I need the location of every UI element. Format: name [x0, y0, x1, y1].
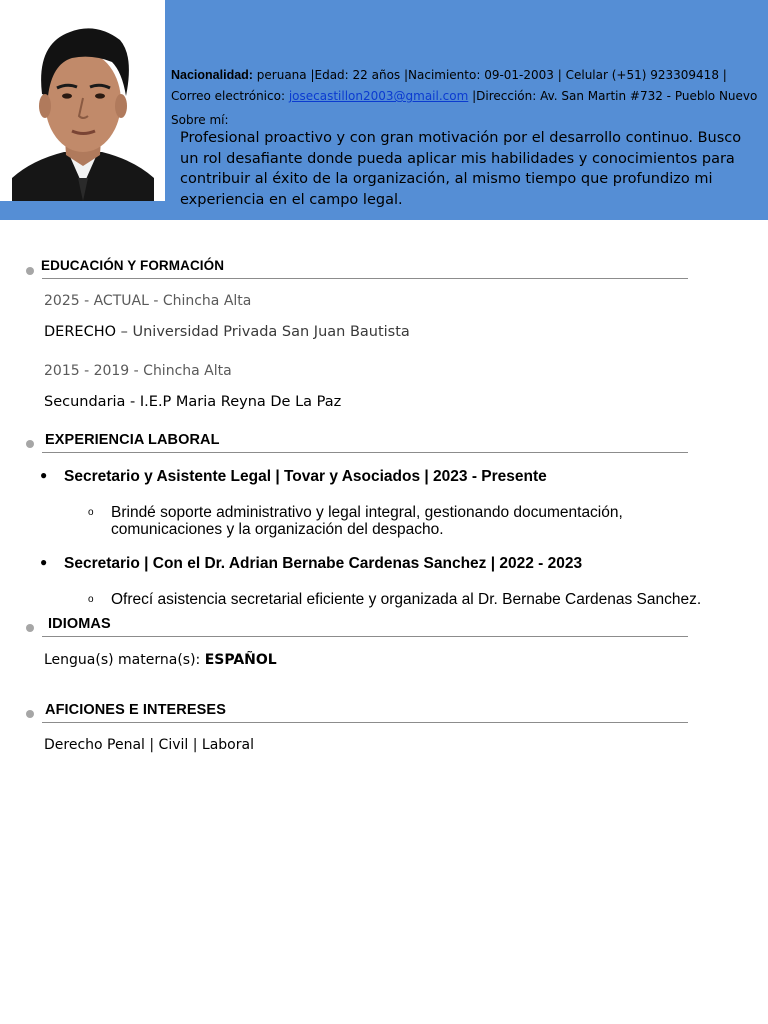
bullet-disc-icon: ●: [40, 468, 48, 482]
bullet-circle-icon: o: [88, 594, 94, 605]
degree-name: DERECHO: [44, 324, 121, 340]
interests-title: AFICIONES E INTERESES: [45, 702, 226, 718]
job-title-text: Secretario | Con el Dr. Adrian Bernabe Cardenas Sanchez | 2022 - 2023: [64, 555, 583, 572]
job-title-text: Secretario y Asistente Legal | Tovar y Asociados | 2023 - Presente: [64, 468, 547, 485]
experience-section-header: [24, 432, 688, 452]
education-degree: [44, 324, 410, 340]
job-detail: [88, 591, 708, 608]
institution-name: – Universidad Privada San Juan Bautista: [120, 324, 410, 340]
job-detail-text: Ofrecí asistencia secretarial eficiente y organizada al Dr. Bernabe Cardenas Sanchez.: [111, 591, 702, 608]
education-section-header: [24, 258, 688, 278]
education-period: 2015 - 2019 - Chincha Alta: [44, 363, 232, 379]
interests-text: Derecho Penal | Civil | Laboral: [44, 737, 254, 753]
contact-info-line: [171, 89, 757, 103]
section-dot-icon: [26, 710, 34, 718]
section-rule: [42, 278, 688, 279]
photo-frame: [0, 0, 165, 201]
job-detail-text: Brindé soporte administrativo y legal integral, gestionando documentación, comunicaciones y la organización del despacho.: [111, 504, 623, 538]
education-title: EDUCACIÓN Y FORMACIÓN: [41, 258, 225, 273]
section-dot-icon: [26, 440, 34, 448]
education-period: 2025 - ACTUAL - Chincha Alta: [44, 293, 252, 309]
education-degree: Secundaria - I.E.P Maria Reyna De La Paz: [44, 394, 342, 410]
email-link[interactable]: josecastillon2003@gmail.com: [288, 89, 469, 103]
job-title: [40, 468, 547, 486]
mother-tongue: [44, 652, 277, 668]
address-text: |Dirección: Av. San Martin #732 - Pueblo Nuevo: [468, 89, 758, 103]
mother-tongue-label: Lengua(s) materna(s):: [44, 652, 205, 668]
languages-section-header: [24, 616, 688, 636]
section-rule: [42, 452, 688, 453]
mother-tongue-value: ESPAÑOL: [204, 652, 277, 668]
interests-section-header: [24, 702, 688, 722]
job-title: [40, 555, 582, 573]
nationality-label: Nacionalidad:: [171, 68, 253, 82]
profile-photo: [12, 10, 154, 201]
email-label: Correo electrónico:: [171, 89, 289, 103]
personal-info-value: peruana |Edad: 22 años |Nacimiento: 09-01-2003 | Celular (+51) 923309418 |: [252, 68, 727, 82]
personal-info-line: [171, 68, 727, 82]
about-label: Sobre mí:: [171, 113, 229, 127]
languages-title: IDIOMAS: [48, 616, 111, 632]
job-detail: [88, 504, 708, 538]
bullet-disc-icon: ●: [40, 555, 48, 569]
section-dot-icon: [26, 624, 34, 632]
bullet-circle-icon: o: [88, 507, 94, 518]
section-rule: [42, 722, 688, 723]
about-text: Profesional proactivo y con gran motivación por el desarrollo continuo. Busco un rol desafiante donde pueda aplicar mis habilidades y conocimientos para contribuir al éxito de la organización, al mismo tiempo que profundizo mi experiencia en el campo legal.: [180, 130, 742, 208]
section-rule: [42, 636, 688, 637]
section-dot-icon: [26, 267, 34, 275]
experience-title: EXPERIENCIA LABORAL: [45, 432, 220, 448]
